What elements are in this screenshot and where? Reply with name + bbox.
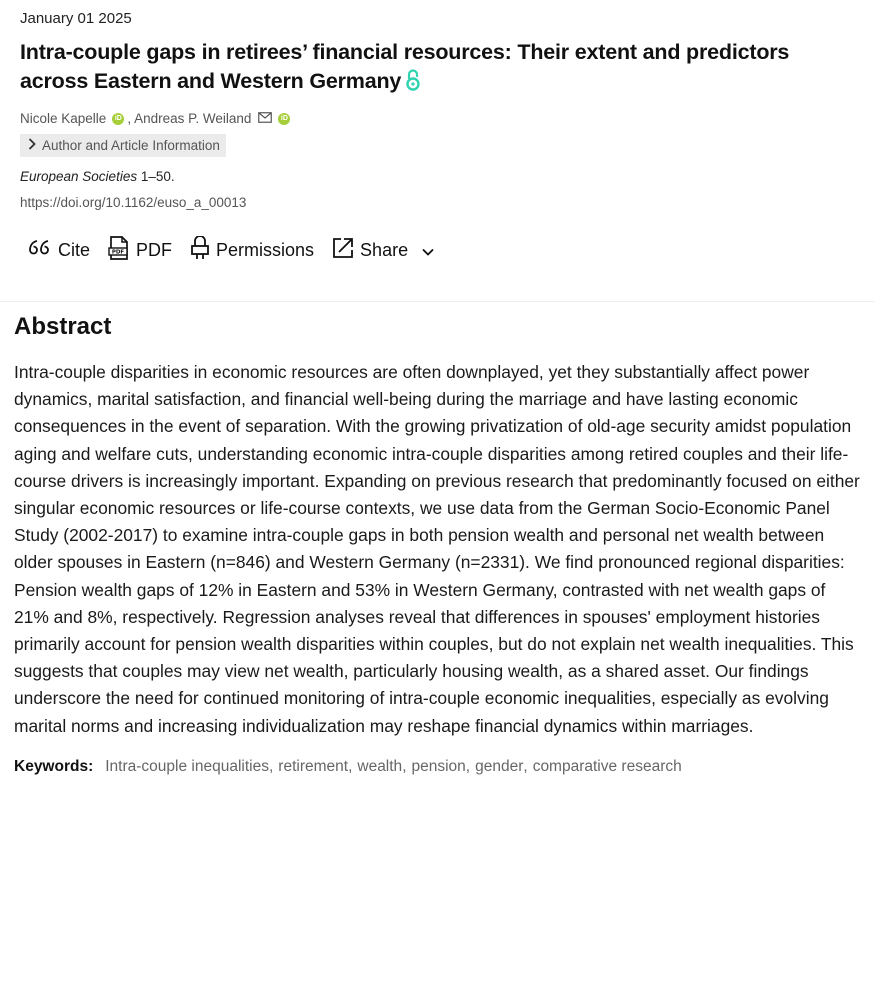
info-toggle-label: Author and Article Information	[42, 138, 220, 153]
chevron-right-icon	[28, 138, 36, 153]
pdf-file-icon	[108, 236, 130, 265]
share-label: Share	[360, 240, 409, 260]
keyword-separator: ,	[348, 757, 353, 775]
keyword-link[interactable]: retirement	[278, 757, 349, 775]
permissions-button[interactable]	[190, 236, 314, 265]
journal-name: European Societies	[20, 169, 138, 184]
cite-label: Cite	[58, 240, 91, 260]
keyword-separator: ,	[268, 757, 274, 775]
abstract-section	[0, 313, 875, 776]
orcid-icon[interactable]: iD	[112, 113, 124, 125]
journal-citation	[20, 169, 855, 184]
keywords-label: Keywords:	[14, 757, 94, 775]
doi-link[interactable]: https://doi.org/10.1162/euso_a_00013	[20, 195, 247, 210]
article-title	[20, 38, 855, 99]
abstract-heading: Abstract	[14, 313, 112, 340]
author-name[interactable]: Andreas P. Weiland	[134, 111, 252, 126]
permissions-label: Permissions	[216, 240, 315, 260]
author-list	[20, 111, 855, 126]
orcid-icon[interactable]: iD	[278, 113, 290, 125]
open-access-lock-icon	[405, 69, 421, 99]
svg-text:PDF: PDF	[111, 249, 125, 256]
section-divider	[0, 301, 875, 302]
keyword-link[interactable]: comparative research	[532, 757, 682, 775]
chevron-down-icon[interactable]	[422, 240, 434, 261]
author-separator: ,	[127, 111, 132, 126]
pdf-label: PDF	[136, 240, 173, 260]
keyword-separator: ,	[523, 757, 528, 775]
journal-pages: 1–50.	[137, 169, 175, 184]
keyword-separator: ,	[465, 757, 471, 775]
keywords	[14, 758, 861, 776]
keyword-link[interactable]: gender	[475, 757, 524, 775]
mail-icon[interactable]	[258, 111, 272, 126]
publication-date: January 01 2025	[20, 10, 132, 27]
keyword-link[interactable]: wealth	[357, 757, 403, 775]
quote-icon	[28, 238, 52, 263]
keyword-link[interactable]: pension	[411, 757, 466, 775]
article-title-text: Intra-couple gaps in retirees’ financial resources: Their extent and predictors across Eastern and Western Germany	[20, 40, 790, 93]
cite-button[interactable]	[28, 238, 90, 263]
pdf-button[interactable]	[108, 236, 172, 265]
author-name[interactable]: Nicole Kapelle	[20, 111, 107, 126]
article-toolbar	[28, 236, 855, 265]
abstract-text: Intra-couple disparities in economic resources are often downplayed, yet they substantially affect power dynamics, marital satisfaction, and financial well-being during the marriage and have lasting economic consequences in the event of separation. With the growing privatization of old-age security amidst population aging and welfare cuts, understanding economic intra-couple disparities among retired couples and their life-course drivers is increasingly important. Expanding on previous research that predominantly focused on either singular economic resources or life-course contexts, we use data from the German Socio-Economic Panel Study (2002-2017) to examine intra-couple gaps in both pension wealth and personal net wealth between older spouses in Eastern (n=846) and Western Germany (n=2331). We find pronounced regional disparities: Pension wealth gaps of 12% in Eastern and 53% in Western Germany, contrasted with net wealth gaps of 21% and 8%, respectively. Regression analyses reveal that differences in spouses' employment histories primarily account for pension wealth disparities within couples, but do not explain net wealth inequalities. This suggests that couples may view net wealth, particularly housing wealth, as a shared asset. Our findings underscore the need for continued monitoring of intra-couple economic inequalities, especially as evolving marital norms and increasing individualization may reshape financial dynamics within marriages.	[14, 362, 860, 736]
author-article-info-toggle[interactable]	[20, 134, 226, 157]
article-header	[0, 0, 875, 265]
keyword-separator: ,	[402, 757, 407, 775]
share-button[interactable]	[332, 237, 434, 264]
share-arrow-icon	[332, 237, 354, 264]
keyword-link[interactable]: Intra-couple inequalities	[105, 757, 269, 775]
permissions-icon	[190, 236, 210, 265]
